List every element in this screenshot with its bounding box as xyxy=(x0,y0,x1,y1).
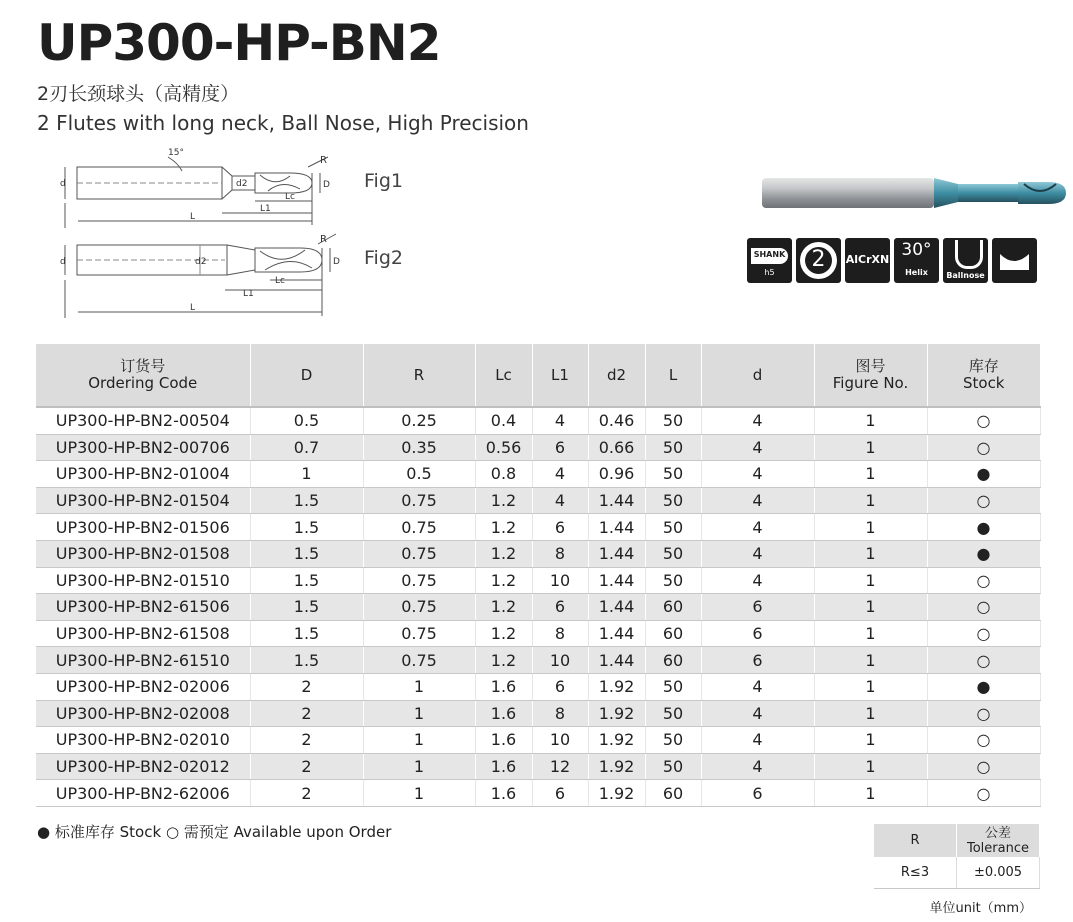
cell-d: 4 xyxy=(701,540,814,567)
cell-fig: 1 xyxy=(814,727,927,754)
spec-table-body xyxy=(36,407,1040,806)
cell-d: 6 xyxy=(701,647,814,674)
cell-fig: 1 xyxy=(814,514,927,541)
cell-R: 0.25 xyxy=(363,407,475,434)
cell-d: 4 xyxy=(701,514,814,541)
cell-L1: 4 xyxy=(532,487,588,514)
col-D: D xyxy=(250,344,363,407)
cell-d: 4 xyxy=(701,673,814,700)
helix-angle-value: 30° xyxy=(901,240,932,260)
cell-Lc: 1.2 xyxy=(475,540,532,567)
cell-D: 1.5 xyxy=(250,540,363,567)
cell-stock: ● xyxy=(927,514,1040,541)
table-row xyxy=(36,700,1040,727)
cell-d: 6 xyxy=(701,594,814,621)
cell-L1: 10 xyxy=(532,567,588,594)
col-Lc: Lc xyxy=(475,344,532,407)
cell-Lc: 0.8 xyxy=(475,461,532,488)
cell-code: UP300-HP-BN2-01004 xyxy=(36,461,250,488)
dim-D-label: D xyxy=(323,180,330,190)
cell-stock: ○ xyxy=(927,753,1040,780)
cell-code: UP300-HP-BN2-02012 xyxy=(36,753,250,780)
dim-Lc-label: Lc xyxy=(285,192,295,202)
page-title: UP300-HP-BN2 xyxy=(37,14,441,72)
table-row xyxy=(36,753,1040,780)
profile-shape-icon xyxy=(992,238,1037,283)
cell-d: 4 xyxy=(701,727,814,754)
tol-col-cn: 公差 xyxy=(984,825,1011,841)
col-d2: d2 xyxy=(588,344,645,407)
cell-L: 60 xyxy=(645,780,701,807)
cell-D: 1 xyxy=(250,461,363,488)
dim-L1-label: L1 xyxy=(260,204,271,214)
cell-d2: 1.44 xyxy=(588,514,645,541)
cell-d: 4 xyxy=(701,407,814,434)
col-code-cn: 订货号 xyxy=(120,357,166,375)
cell-d: 6 xyxy=(701,780,814,807)
cell-R: 1 xyxy=(363,753,475,780)
cell-d2: 1.44 xyxy=(588,540,645,567)
cell-fig: 1 xyxy=(814,700,927,727)
cell-L1: 8 xyxy=(532,540,588,567)
cell-R: 0.75 xyxy=(363,594,475,621)
tolerance-table xyxy=(874,824,1040,889)
cell-d2: 1.92 xyxy=(588,673,645,700)
dim-d2-label-2: d2 xyxy=(195,257,207,267)
cell-Lc: 1.6 xyxy=(475,753,532,780)
dim-d-label-2: d xyxy=(60,257,66,267)
cell-d: 4 xyxy=(701,487,814,514)
stock-legend xyxy=(37,821,391,842)
figure-1-drawing xyxy=(50,143,350,233)
ballnose-label: Ballnose xyxy=(946,271,985,280)
cell-Lc: 1.2 xyxy=(475,514,532,541)
cell-R: 1 xyxy=(363,727,475,754)
cell-Lc: 1.2 xyxy=(475,647,532,674)
cell-R: 0.5 xyxy=(363,461,475,488)
cell-L: 50 xyxy=(645,487,701,514)
col-code-en: Ordering Code xyxy=(88,374,198,392)
subtitle-english: 2 Flutes with long neck, Ball Nose, High Precision xyxy=(37,111,529,135)
cell-code: UP300-HP-BN2-00504 xyxy=(36,407,250,434)
dim-L1-label-2: L1 xyxy=(243,289,254,299)
cell-R: 1 xyxy=(363,700,475,727)
table-row xyxy=(36,567,1040,594)
cell-d: 4 xyxy=(701,567,814,594)
in-stock-symbol: ● xyxy=(37,823,51,841)
subtitle-chinese: 2刃长颈球头（高精度） xyxy=(37,83,240,105)
col-d: d xyxy=(701,344,814,407)
dim-D-label-2: D xyxy=(333,257,340,267)
cell-fig: 1 xyxy=(814,567,927,594)
cell-stock: ○ xyxy=(927,700,1040,727)
cell-L: 50 xyxy=(645,407,701,434)
cell-d: 4 xyxy=(701,700,814,727)
cell-L: 50 xyxy=(645,753,701,780)
cell-L1: 6 xyxy=(532,780,588,807)
cell-Lc: 0.4 xyxy=(475,407,532,434)
cell-D: 1.5 xyxy=(250,514,363,541)
tolerance-row xyxy=(874,857,1040,889)
cell-d2: 0.46 xyxy=(588,407,645,434)
ballnose-icon xyxy=(943,238,988,283)
cell-stock: ○ xyxy=(927,487,1040,514)
cell-code: UP300-HP-BN2-61510 xyxy=(36,647,250,674)
table-row xyxy=(36,620,1040,647)
cell-stock: ○ xyxy=(927,727,1040,754)
col-stock xyxy=(927,344,1040,407)
cell-d2: 1.44 xyxy=(588,620,645,647)
table-row xyxy=(36,647,1040,674)
cell-stock: ○ xyxy=(927,407,1040,434)
cell-L: 50 xyxy=(645,567,701,594)
col-fig-en: Figure No. xyxy=(832,374,909,392)
tol-col-tolerance xyxy=(957,824,1040,857)
cell-stock: ○ xyxy=(927,647,1040,674)
cell-code: UP300-HP-BN2-01508 xyxy=(36,540,250,567)
cell-stock: ○ xyxy=(927,620,1040,647)
cell-fig: 1 xyxy=(814,487,927,514)
tolerance-header-row xyxy=(874,824,1040,857)
coating-icon xyxy=(845,238,890,283)
col-L: L xyxy=(645,344,701,407)
shank-h5-label: h5 xyxy=(764,268,775,277)
dim-d2-label: d2 xyxy=(236,179,248,189)
cell-D: 1.5 xyxy=(250,620,363,647)
cell-d2: 1.92 xyxy=(588,700,645,727)
cell-L1: 12 xyxy=(532,753,588,780)
cell-R: 0.75 xyxy=(363,540,475,567)
flutes-count: 2 xyxy=(811,247,826,272)
feature-icons xyxy=(747,238,1037,283)
profile-shape-graphic xyxy=(992,238,1037,283)
table-row xyxy=(36,540,1040,567)
cell-fig: 1 xyxy=(814,620,927,647)
cell-R: 1 xyxy=(363,780,475,807)
cell-R: 0.75 xyxy=(363,514,475,541)
unit-note: 单位unit（mm） xyxy=(929,901,1032,916)
coating-label: AlCrXN xyxy=(845,253,890,266)
cell-code: UP300-HP-BN2-01506 xyxy=(36,514,250,541)
cell-L: 50 xyxy=(645,540,701,567)
col-ordering-code xyxy=(36,344,250,407)
cell-code: UP300-HP-BN2-61508 xyxy=(36,620,250,647)
cell-stock: ○ xyxy=(927,567,1040,594)
tol-value: ±0.005 xyxy=(957,857,1040,889)
cell-Lc: 1.2 xyxy=(475,594,532,621)
cell-Lc: 1.6 xyxy=(475,673,532,700)
cell-L: 50 xyxy=(645,514,701,541)
table-row xyxy=(36,780,1040,807)
col-figure-no xyxy=(814,344,927,407)
cell-d: 4 xyxy=(701,461,814,488)
cell-L1: 10 xyxy=(532,647,588,674)
cell-fig: 1 xyxy=(814,753,927,780)
table-row xyxy=(36,727,1040,754)
cell-stock: ● xyxy=(927,540,1040,567)
table-row xyxy=(36,514,1040,541)
cell-R: 0.35 xyxy=(363,434,475,461)
table-row xyxy=(36,407,1040,434)
cell-fig: 1 xyxy=(814,407,927,434)
cell-Lc: 1.2 xyxy=(475,620,532,647)
cell-L: 50 xyxy=(645,727,701,754)
col-fig-cn: 图号 xyxy=(855,357,886,375)
cell-L1: 8 xyxy=(532,700,588,727)
cell-fig: 1 xyxy=(814,780,927,807)
cell-d2: 1.44 xyxy=(588,647,645,674)
cell-L1: 4 xyxy=(532,461,588,488)
cell-stock: ● xyxy=(927,461,1040,488)
dim-angle-label: 15° xyxy=(168,148,184,158)
table-row xyxy=(36,461,1040,488)
table-row xyxy=(36,434,1040,461)
cell-R: 1 xyxy=(363,673,475,700)
cell-d2: 0.66 xyxy=(588,434,645,461)
shank-h5-icon xyxy=(747,238,792,283)
cell-L: 60 xyxy=(645,594,701,621)
cell-Lc: 1.2 xyxy=(475,487,532,514)
cell-code: UP300-HP-BN2-01510 xyxy=(36,567,250,594)
dim-R-label: R xyxy=(320,155,327,166)
cell-d2: 1.44 xyxy=(588,567,645,594)
figure-2-drawing xyxy=(50,228,350,320)
cell-D: 1.5 xyxy=(250,647,363,674)
cell-d: 4 xyxy=(701,753,814,780)
cell-fig: 1 xyxy=(814,673,927,700)
order-text: 需预定 Available upon Order xyxy=(183,823,392,841)
cell-d: 6 xyxy=(701,620,814,647)
two-flutes-icon xyxy=(796,238,841,283)
helix-angle-icon xyxy=(894,238,939,283)
cell-L1: 6 xyxy=(532,594,588,621)
table-row xyxy=(36,594,1040,621)
cell-D: 0.7 xyxy=(250,434,363,461)
in-stock-text: 标准库存 Stock xyxy=(54,823,162,841)
cell-D: 0.5 xyxy=(250,407,363,434)
dim-L-label-2: L xyxy=(190,303,196,313)
table-header-row xyxy=(36,344,1040,407)
cell-R: 0.75 xyxy=(363,487,475,514)
cell-d: 4 xyxy=(701,434,814,461)
cell-R: 0.75 xyxy=(363,567,475,594)
tol-col-en: Tolerance xyxy=(967,840,1029,856)
cell-stock: ○ xyxy=(927,434,1040,461)
cell-L: 60 xyxy=(645,647,701,674)
cell-code: UP300-HP-BN2-01504 xyxy=(36,487,250,514)
cell-D: 1.5 xyxy=(250,567,363,594)
cell-L: 50 xyxy=(645,673,701,700)
cell-stock: ○ xyxy=(927,780,1040,807)
order-symbol: ○ xyxy=(165,823,180,841)
cell-D: 2 xyxy=(250,727,363,754)
col-L1: L1 xyxy=(532,344,588,407)
cell-fig: 1 xyxy=(814,647,927,674)
cell-L1: 6 xyxy=(532,514,588,541)
cell-L1: 6 xyxy=(532,673,588,700)
cell-D: 2 xyxy=(250,780,363,807)
cell-fig: 1 xyxy=(814,540,927,567)
table-row xyxy=(36,487,1040,514)
cell-d2: 1.92 xyxy=(588,727,645,754)
cell-d2: 1.44 xyxy=(588,487,645,514)
table-row xyxy=(36,673,1040,700)
cell-stock: ○ xyxy=(927,594,1040,621)
cell-L: 60 xyxy=(645,620,701,647)
spec-table xyxy=(36,344,1041,807)
cell-stock: ● xyxy=(927,673,1040,700)
dim-R-label-2: R xyxy=(320,234,327,245)
col-R: R xyxy=(363,344,475,407)
cell-D: 2 xyxy=(250,700,363,727)
cell-Lc: 0.56 xyxy=(475,434,532,461)
cell-d2: 1.92 xyxy=(588,780,645,807)
figure-1-label: Fig1 xyxy=(364,170,403,192)
figure-2-label: Fig2 xyxy=(364,247,403,269)
dim-d-label: d xyxy=(60,179,66,189)
col-stock-cn: 库存 xyxy=(968,357,999,375)
cell-L: 50 xyxy=(645,700,701,727)
cell-code: UP300-HP-BN2-02006 xyxy=(36,673,250,700)
dim-Lc-label-2: Lc xyxy=(275,276,285,286)
cell-Lc: 1.6 xyxy=(475,780,532,807)
cell-L1: 6 xyxy=(532,434,588,461)
cell-D: 2 xyxy=(250,673,363,700)
cell-L1: 10 xyxy=(532,727,588,754)
tol-R-value: R≤3 xyxy=(874,857,957,889)
cell-Lc: 1.2 xyxy=(475,567,532,594)
cell-Lc: 1.6 xyxy=(475,700,532,727)
cell-L1: 8 xyxy=(532,620,588,647)
cell-fig: 1 xyxy=(814,594,927,621)
cell-d2: 1.44 xyxy=(588,594,645,621)
cell-fig: 1 xyxy=(814,461,927,488)
cell-code: UP300-HP-BN2-02010 xyxy=(36,727,250,754)
cell-R: 0.75 xyxy=(363,647,475,674)
cell-L1: 4 xyxy=(532,407,588,434)
cell-D: 2 xyxy=(250,753,363,780)
cell-code: UP300-HP-BN2-62006 xyxy=(36,780,250,807)
cell-d2: 1.92 xyxy=(588,753,645,780)
dim-L-label: L xyxy=(190,212,196,222)
cell-D: 1.5 xyxy=(250,487,363,514)
cell-R: 0.75 xyxy=(363,620,475,647)
helix-label: Helix xyxy=(905,268,928,277)
cell-d2: 0.96 xyxy=(588,461,645,488)
cell-D: 1.5 xyxy=(250,594,363,621)
tool-photo xyxy=(758,172,1070,214)
cell-Lc: 1.6 xyxy=(475,727,532,754)
cell-L: 50 xyxy=(645,434,701,461)
cell-code: UP300-HP-BN2-02008 xyxy=(36,700,250,727)
shank-label: SHANK xyxy=(753,250,786,259)
cell-code: UP300-HP-BN2-61506 xyxy=(36,594,250,621)
col-stock-en: Stock xyxy=(962,374,1005,392)
cell-fig: 1 xyxy=(814,434,927,461)
cell-code: UP300-HP-BN2-00706 xyxy=(36,434,250,461)
tol-col-R: R xyxy=(874,824,957,857)
cell-L: 50 xyxy=(645,461,701,488)
